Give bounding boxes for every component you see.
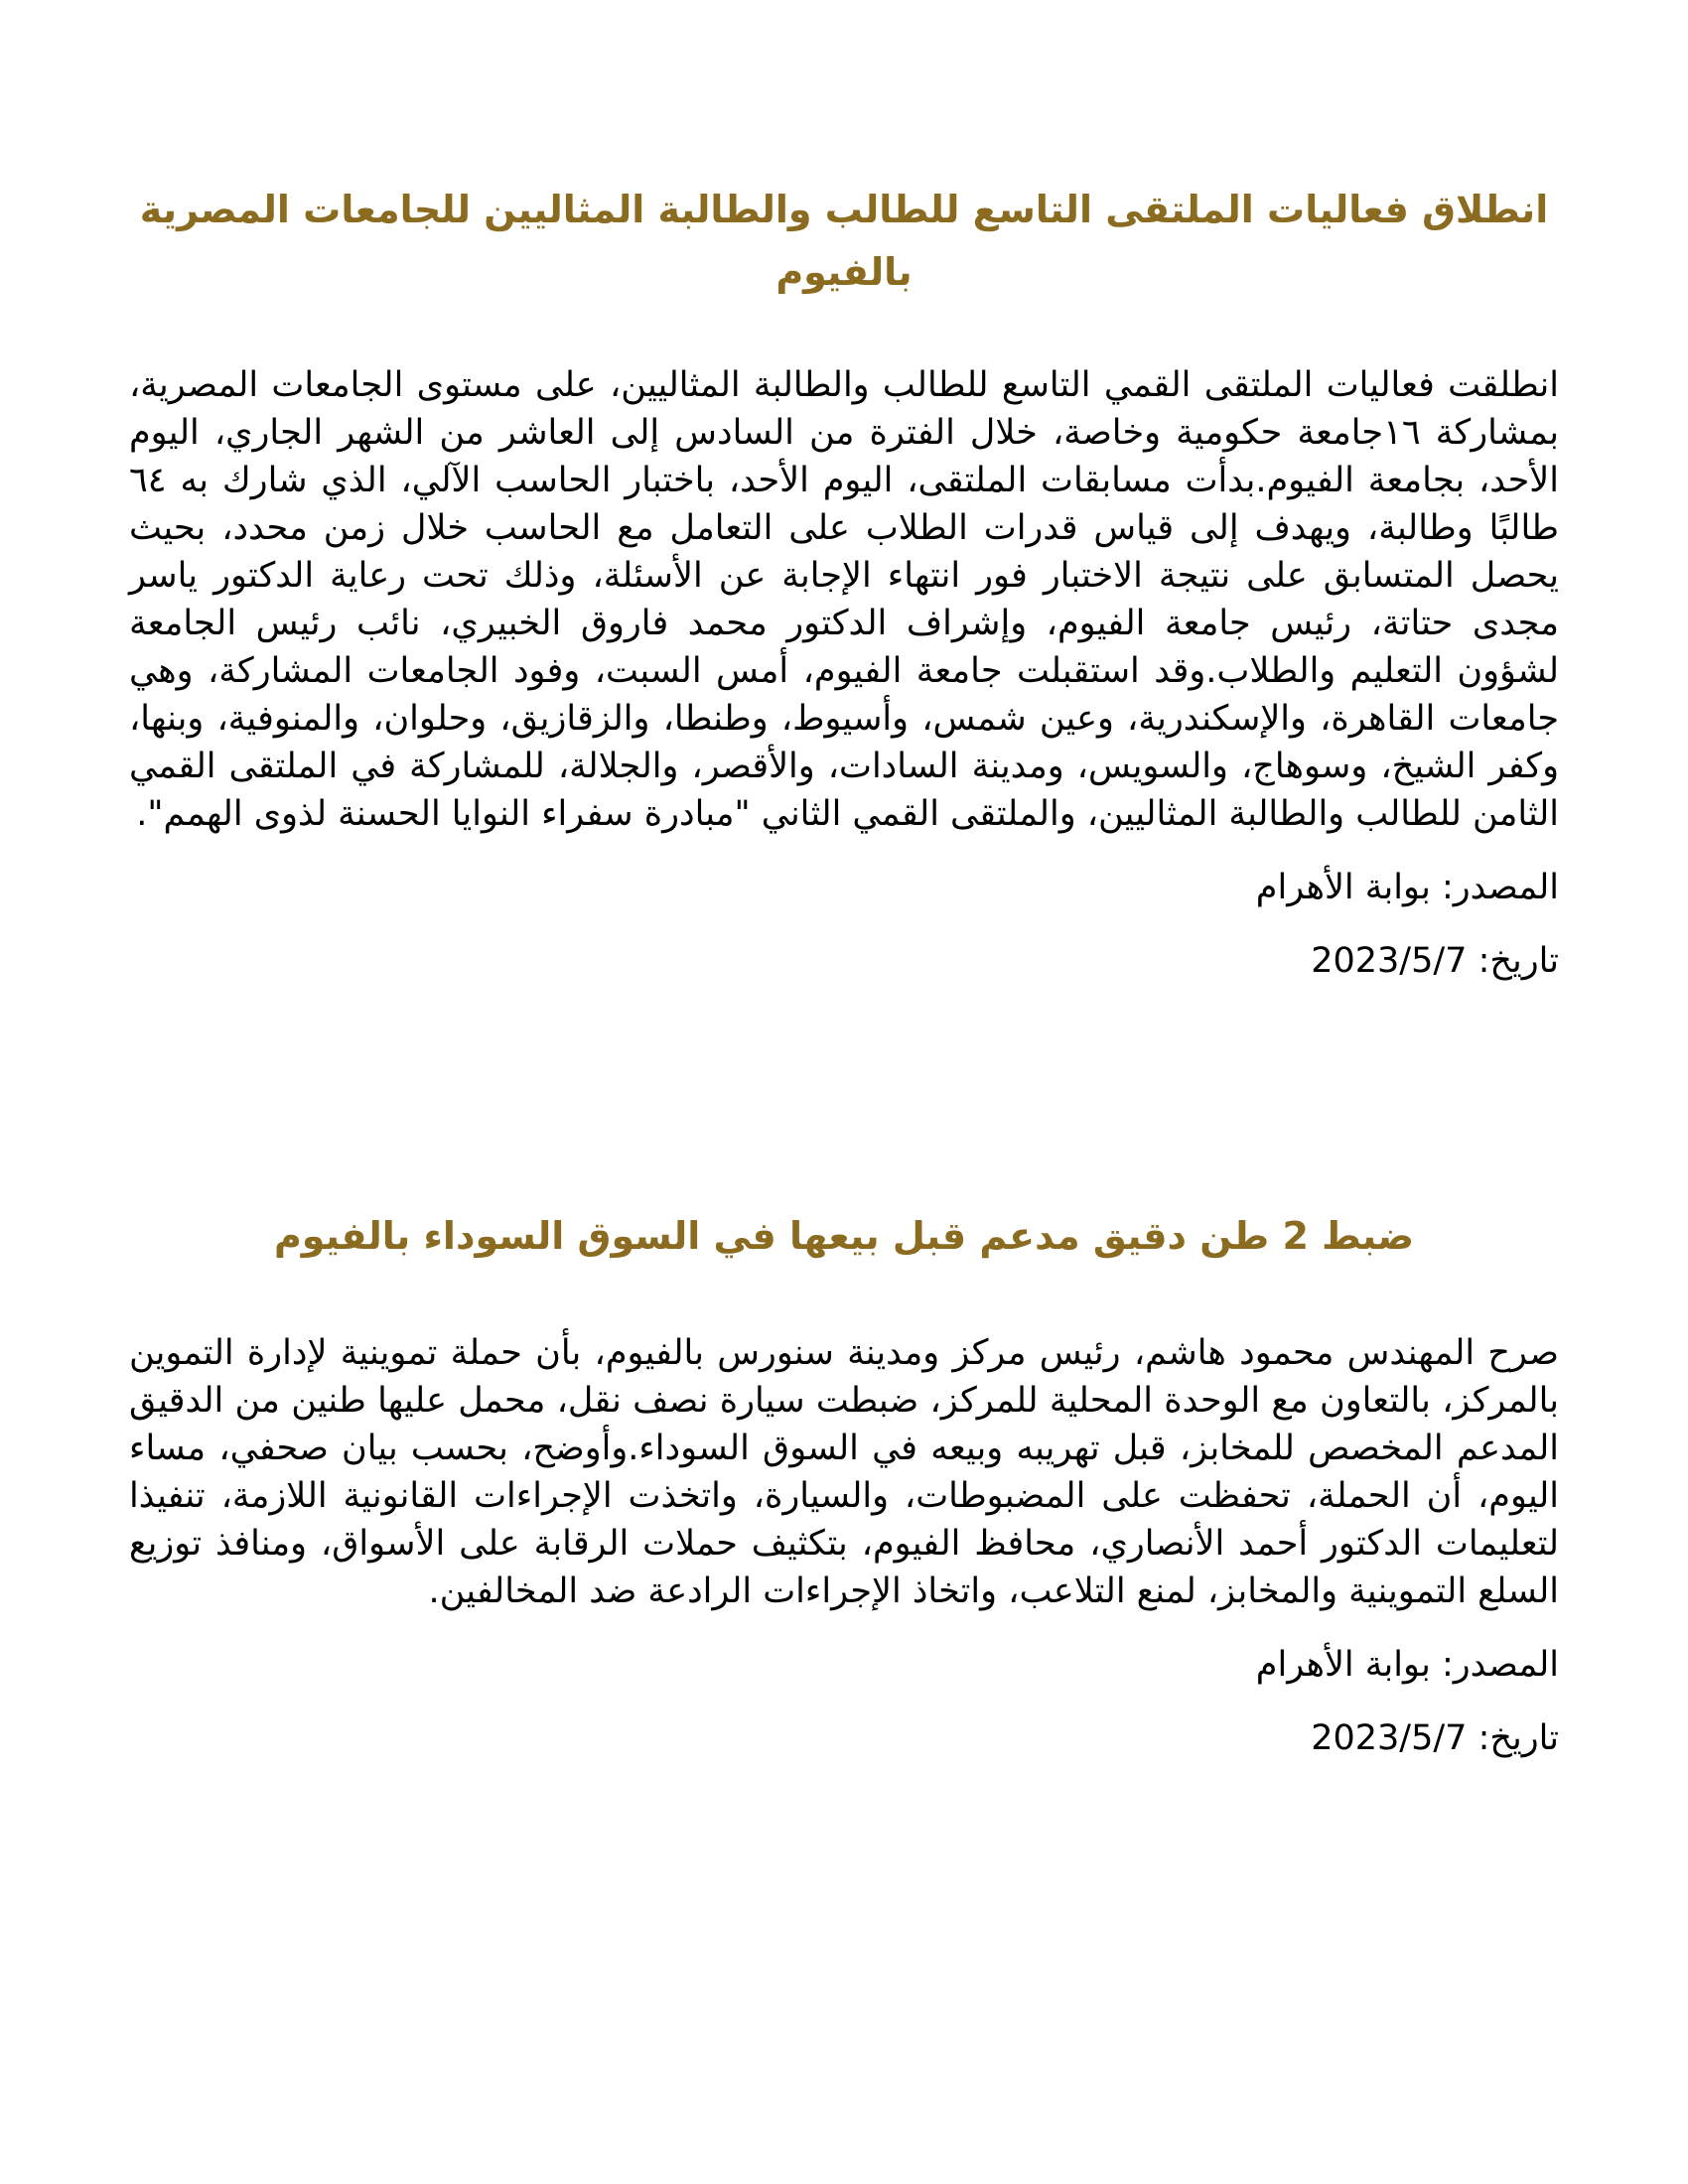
article-date: تاريخ: 2023/5/7 (1311, 941, 1559, 981)
article-flour-seizure (129, 1205, 1559, 1762)
article-title: ضبط 2 طن دقيق مدعم قبل بيعها في السوق السوداء بالفيوم (273, 1214, 1415, 1258)
article-body: صرح المهندس محمود هاشم، رئيس مركز ومدينة سنورس بالفيوم، بأن حملة تموينية لإدارة التموين بالمركز، بالتعاون مع الوحدة المحلية للمركز، ضبطت سيارة نصف نقل، محمل عليها طنين من الدقيق المدعم المخصص للمخابز، قبل تهريبه وبيعه في السوق السوداء.وأوضح، بحسب بيان صحفي، مساء اليوم، أن الحملة، تحفظت على المضبوطات، والسيارة، واتخذت الإجراءات القانونية اللازمة، تنفيذا لتعليمات الدكتور أحمد الأنصاري، محافظ الفيوم، بتكثيف حملات الرقابة على الأسواق، ومنافذ توزيع السلع التموينية والمخابز، لمنع التلاعب، واتخاذ الإجراءات الرادعة ضد المخالفين. (129, 1333, 1559, 1611)
article-body: انطلقت فعاليات الملتقى القمي التاسع للطالب والطالبة المثاليين، على مستوى الجامعات المصرية، بمشاركة ١٦جامعة حكومية وخاصة، خلال الفترة من السادس إلى العاشر من الشهر الجاري، اليوم الأحد، بجامعة الفيوم.بدأت مسابقات الملتقى، اليوم الأحد، باختبار الحاسب الآلي، الذي شارك به ٦٤ طالبًا وطالبة، ويهدف إلى قياس قدرات الطلاب على التعامل مع الحاسب خلال زمن محدد، بحيث يحصل المتسابق على نتيجة الاختبار فور انتهاء الإجابة عن الأسئلة، وذلك تحت رعاية الدكتور ياسر مجدى حتاتة، رئيس جامعة الفيوم، وإشراف الدكتور محمد فاروق الخبيري، نائب رئيس الجامعة لشؤون التعليم والطلاب.وقد استقبلت جامعة الفيوم، أمس السبت، وفود الجامعات المشاركة، وهي جامعات القاهرة، والإسكندرية، وعين شمس، وأسيوط، وطنطا، والزقازيق، وحلوان، والمنوفية، وبنها، وكفر الشيخ، وسوهاج، والسويس، ومدينة السادات، والأقصر، والجلالة، للمشاركة في الملتقى القمي الثامن للطالب والطالبة المثاليين، والملتقى القمي الثاني "مبادرة سفراء النوايا الحسنة لذوى الهمم". (129, 365, 1559, 834)
article-source: المصدر: بوابة الأهرام (1255, 1645, 1559, 1685)
article-title: انطلاق فعاليات الملتقى التاسع للطالب والطالبة المثاليين للجامعات المصرية بالفيوم (139, 188, 1549, 294)
article-university-forum (129, 179, 1559, 985)
article-date: تاريخ: 2023/5/7 (1311, 1718, 1559, 1758)
article-source: المصدر: بوابة الأهرام (1255, 868, 1559, 907)
